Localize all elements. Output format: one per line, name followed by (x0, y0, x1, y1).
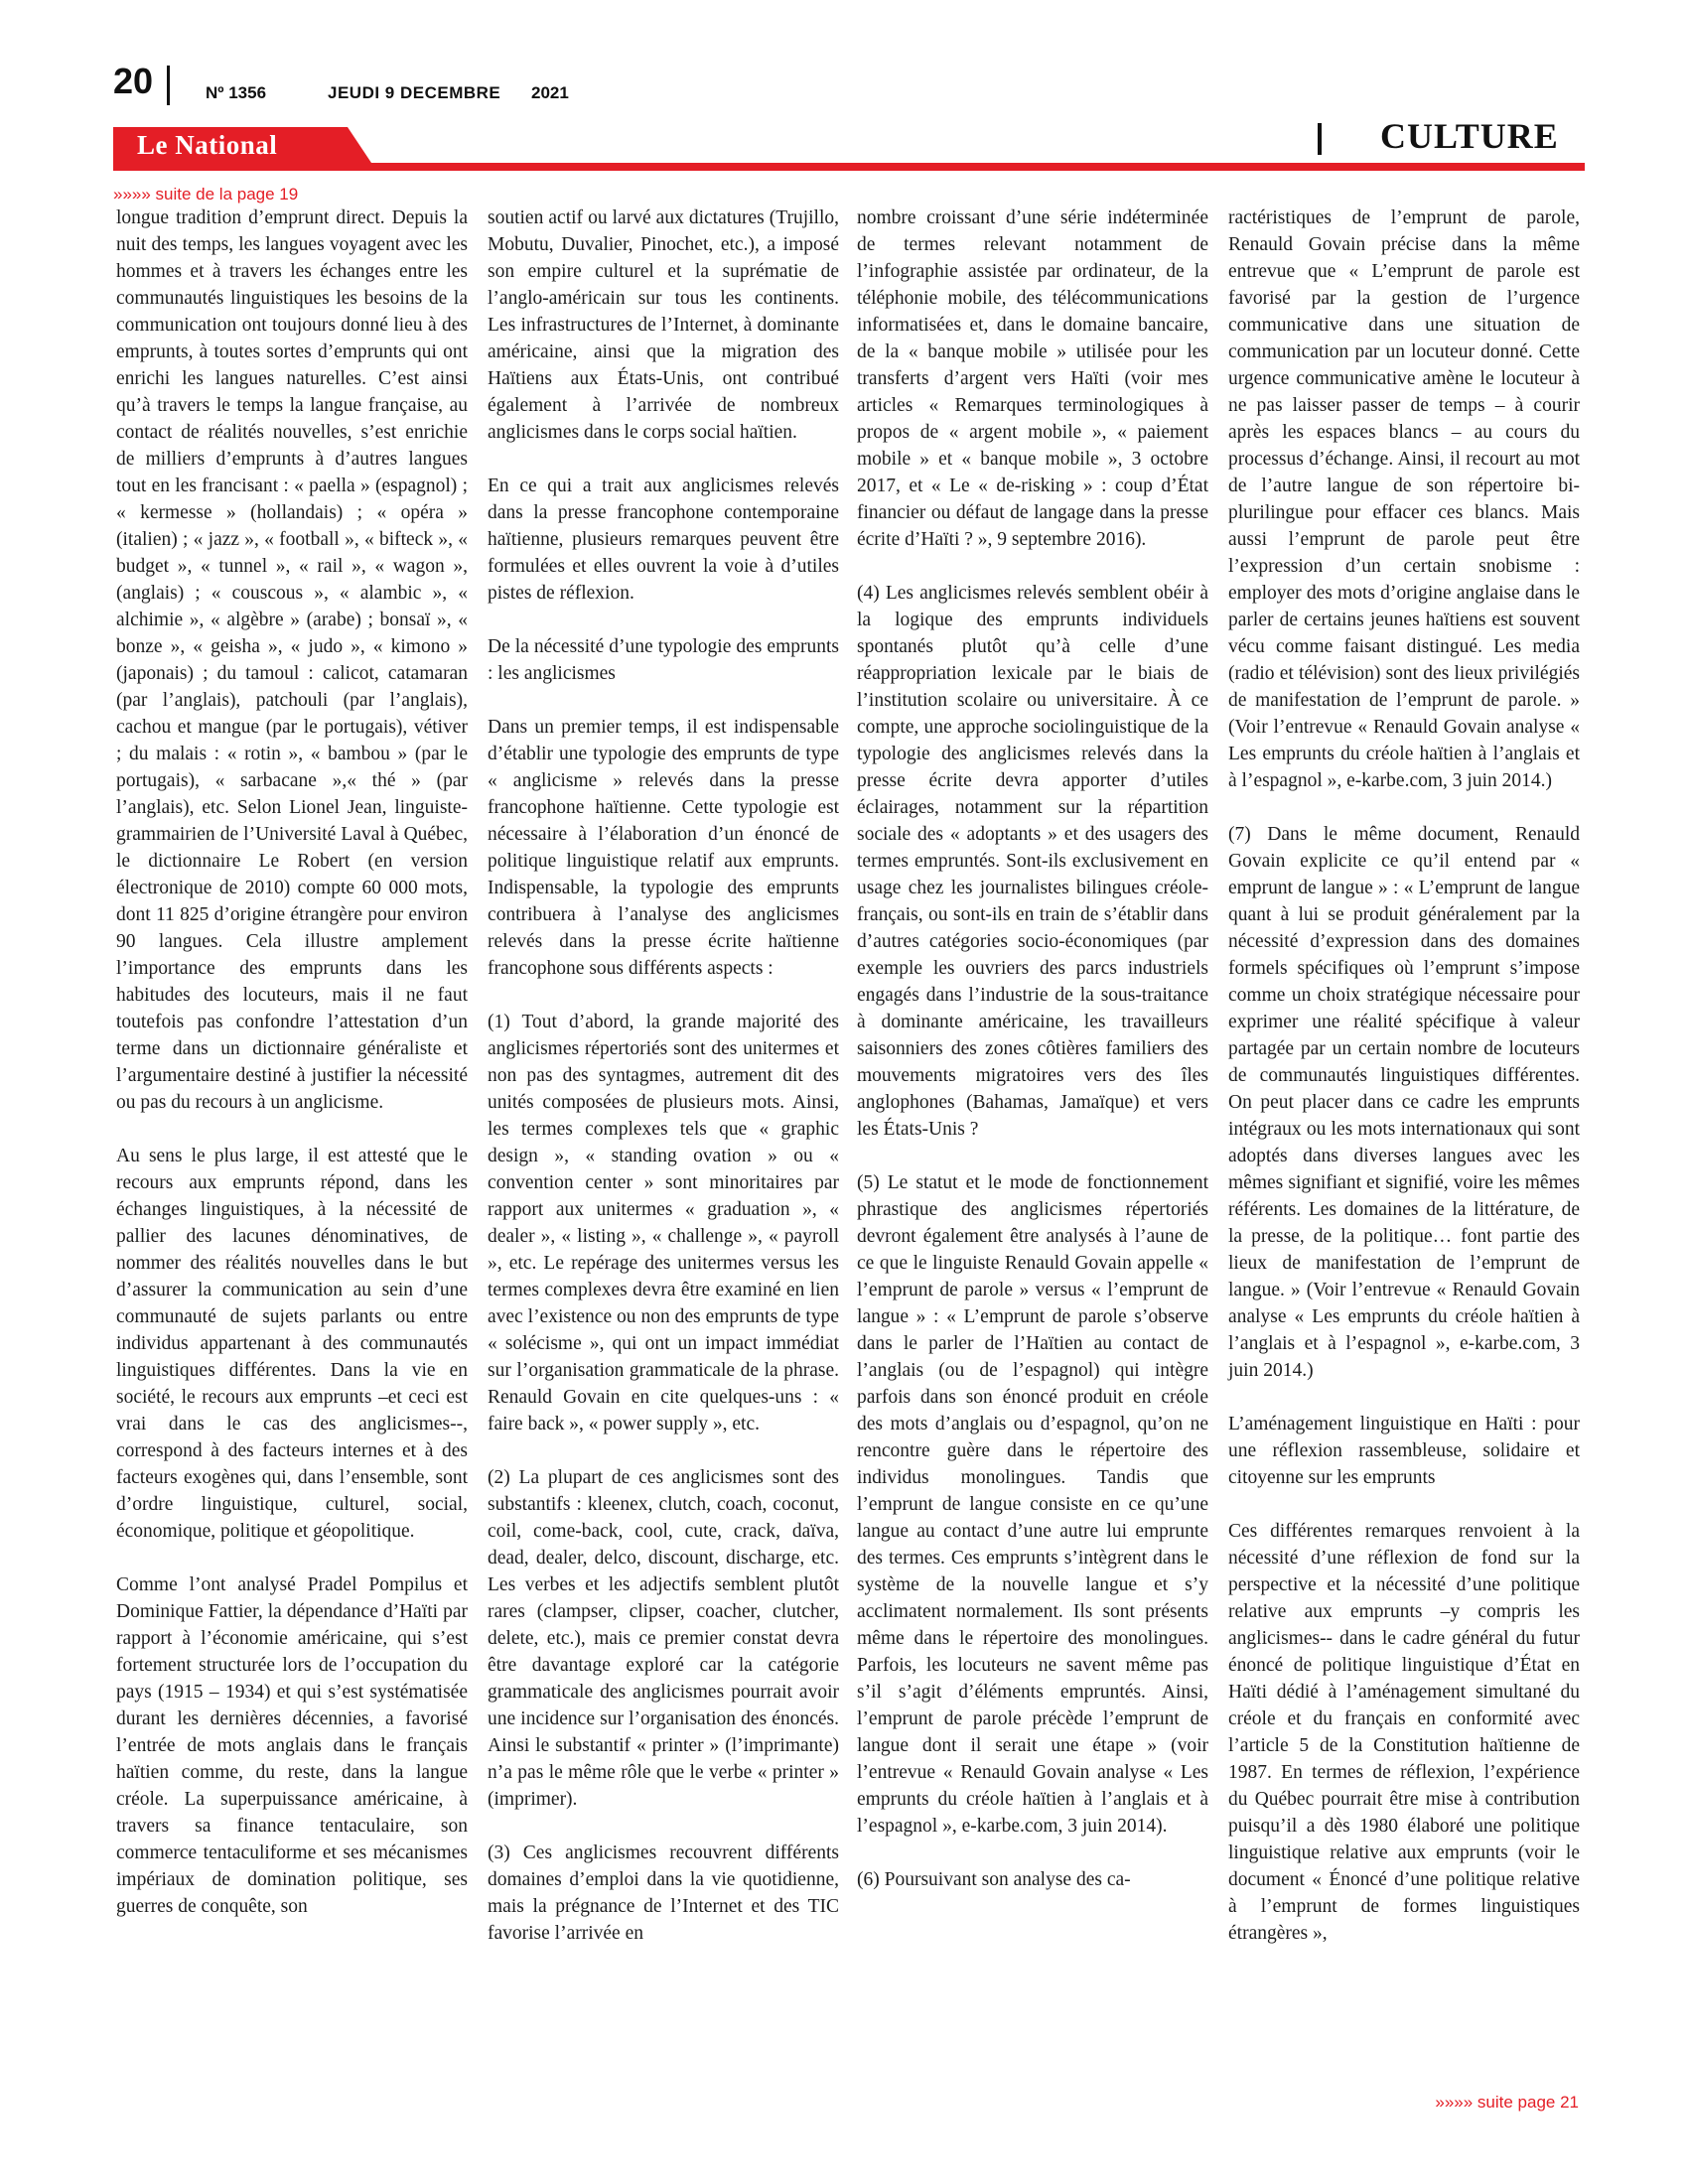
paragraph: Ces différentes remarques renvoient à la nécessité d’une réflexion de fond sur la perspective et la nécessité d’une politique relative aux emprunts –y compris les anglicismes-- dans le cadre général du futur énoncé de politique linguistique d’État en Haïti dédié à l’aménagement simultané du créole et du français en conformité avec l’article 5 de la Constitution haïtienne de 1987. En termes de réflexion, l’expérience du Québec pourrait être mise à contribution puisqu’il a dès 1980 élaboré une politique linguistique relative aux emprunts (voir le document « Énoncé d’une politique relative à l’emprunt de formes linguistiques étrangères », (1228, 1521, 1580, 1944)
paragraph: (7) Dans le même document, Renauld Govain explicite ce qu’il entend par « emprunt de langue » : « L’emprunt de langue quant à lui se produit généralement par la nécessité d’expression dans des domaines formels spécifiques où l’emprunt s’impose comme un choix stratégique nécessaire pour exprimer une réalité spécifique à valeur partagée par un certain nombre de locuteurs de communautés linguistiques différentes. On peut placer dans ce cadre les emprunts intégraux ou les mots internationaux qui sont adoptés dans diverses langues avec les mêmes signifiant et signifié, voire les mêmes référents. Les domaines de la littérature, de la presse, de la politique… font partie des lieux de manifestation de l’emprunt de langue. » (Voir l’entrevue « Renauld Govain analyse « Les emprunts du créole haïtien à l’anglais et à l’espagnol », e-karbe.com, 3 juin 2014.) (1228, 824, 1580, 1381)
continued-to-note: »»»» suite page 21 (1435, 2093, 1579, 2112)
paragraph: nombre croissant d’une série indéterminée de termes relevant notamment de l’infographie assistée par ordinateur, de la téléphonie mobile, des télécommunications informatisées et, dans le domaine bancaire, de la « banque mobile » utilisée pour les transferts d’argent vers Haïti (voir mes articles « Remarques terminologiques à propos de « argent mobile », « paiement mobile » et « banque mobile », 3 octobre 2017, et « Le « de-risking » : coup d’État financier ou défaut de langage dans la presse écrite d’Haïti ? », 9 septembre 2016). (857, 207, 1208, 550)
paragraph: Comme l’ont analysé Pradel Pompilus et Dominique Fattier, la dépendance d’Haïti par rapport à l’économie américaine, qui s’est fortement structurée lors de l’occupation du pays (1915 – 1934) et qui s’est systématisée durant les dernières décennies, a favorisé l’entrée de mots anglais dans le français haïtien comme, du reste, dans la langue créole. La superpuissance américaine, à travers sa finance tentaculaire, son commerce tentaculiforme et ses mécanismes impériaux de domination politique, ses guerres de conquête, son (116, 1574, 468, 1917)
article-column-3 (857, 205, 1208, 1893)
paragraph: (4) Les anglicismes relevés semblent obéir à la logique des emprunts individuels spontanés plutôt qu’à celle d’une réappropriation lexicale par le biais de l’institution scolaire ou universitaire. À ce compte, une approche sociolinguistique de la typologie des anglicismes relevés dans la presse écrite devra apporter d’utiles éclairages, notamment sur la répartition sociale des « adoptants » et des usagers des termes empruntés. Sont-ils exclusivement en usage chez les journalistes bilingues créole-français, ou sont-ils en train de s’établir dans d’autres catégories socio-économiques (par exemple les ouvriers des parcs industriels engagés dans l’industrie de la sous-traitance à dominante américaine, les travailleurs saisonniers des zones côtières familiers des mouvements migratoires vers des îles anglophones (Bahamas, Jamaïque) et vers les États-Unis ? (857, 583, 1208, 1140)
publication-logo: Le National (137, 130, 278, 160)
subheading: L’aménagement linguistique en Haïti : pour une réflexion rassembleuse, solidaire et citoyenne sur les emprunts (1228, 1414, 1580, 1488)
paragraph: (3) Ces anglicismes recouvrent différents domaines d’emploi dans la vie quotidienne, mais la prégnance de l’Internet et des TIC favorise l’arrivée en (488, 1843, 839, 1944)
issue-year: 2021 (531, 83, 569, 102)
paragraph: Dans un premier temps, il est indispensable d’établir une typologie des emprunts de type « anglicisme » relevés dans la presse francophone haïtienne. Cette typologie est nécessaire à l’élaboration d’un énoncé de politique linguistique relatif aux emprunts. Indispensable, la typologie des emprunts contribuera à l’analyse des anglicismes relevés dans la presse écrite haïtienne francophone sous différents aspects : (488, 717, 839, 979)
paragraph: ractéristiques de l’emprunt de parole, Renauld Govain précise dans la même entrevue que « L’emprunt de parole est favorisé par la gestion de l’urgence communicative dans une situation de communication par un locuteur donné. Cette urgence communicative amène le locuteur à ne pas laisser passer de temps – à courir après les espaces blancs – au cours du processus d’échange. Ainsi, il recourt au mot de l’autre langue de son répertoire bi-plurilingue pour effacer ces blancs. Mais aussi l’emprunt de parole peut être l’expression d’un certain snobisme : employer des mots d’origine anglaise dans le parler de certains jeunes haïtiens est souvent vécu comme faisant distingué. Les media (radio et télévision) sont des lieux privilégiés de manifestation de l’emprunt de parole. » (Voir l’entrevue « Renauld Govain analyse « Les emprunts du créole haïtien à l’anglais et à l’espagnol », e-karbe.com, 3 juin 2014.) (1228, 207, 1580, 791)
paragraph: Au sens le plus large, il est attesté que le recours aux emprunts répond, dans les échanges linguistiques, à la nécessité de pallier des lacunes dénominatives, de nommer des réalités nouvelles dans le but d’assurer la communication au sein d’une communauté de sujets parlants ou entre individus appartenant à des communautés linguistiques différentes. Dans la vie en société, le recours aux emprunts –et ceci est vrai dans le cas des anglicismes--, correspond à des facteurs internes et à des facteurs exogènes qui, dans l’ensemble, sont d’ordre linguistique, culturel, social, économique, politique et géopolitique. (116, 1146, 468, 1542)
continued-from-note: »»»» suite de la page 19 (113, 185, 299, 204)
header-rule (113, 163, 1585, 171)
section-title: CULTURE (1380, 116, 1559, 156)
section-divider (1318, 123, 1322, 155)
issue-number: Nº 1356 (206, 83, 267, 102)
paragraph: En ce qui a trait aux anglicismes relevés dans la presse francophone contemporaine haïtienne, plusieurs remarques peuvent être formulées et elles ouvrent la voie à d’utiles pistes de réflexion. (488, 476, 839, 604)
paragraph: (2) La plupart de ces anglicismes sont des substantifs : kleenex, clutch, coach, coconut, coil, come-back, cool, cute, crack, daïva, dead, dealer, delco, discount, discharge, etc. Les verbes et les adjectifs semblent plutôt rares (clampser, clipser, coacher, clutcher, delete, etc.), mais ce premier constat devra être davantage exploré car la catégorie grammaticale des anglicismes pourrait avoir une incidence sur l’organisation des énoncés. Ainsi le substantif « printer » (l’imprimante) n’a pas le même rôle que le verbe « printer » (imprimer). (488, 1467, 839, 1810)
page-number: 20 (113, 61, 154, 101)
article-column-1 (116, 205, 468, 1920)
paragraph: longue tradition d’emprunt direct. Depuis la nuit des temps, les langues voyagent avec les hommes et à travers les échanges entre les communautés linguistiques les besoins de la communication ont toujours donné lieu à des emprunts, à toutes sortes d’emprunts qui ont enrichi les langues naturelles. C’est ainsi qu’à travers le temps la langue française, au contact de réalités nouvelles, s’est enrichie de milliers d’emprunts à d’autres langues tout en les francisant : « paella » (espagnol) ; « kermesse » (hollandais) ; « opéra » (italien) ; « jazz », « football », « bifteck », « budget », « tunnel », « rail », « wagon », (anglais) ; « couscous », « alambic », « alchimie », « algèbre » (arabe) ; bonsaï », « bonze », « geisha », « judo », « kimono » (japonais) ; du tamoul : calicot, catamaran (par l’anglais), patchouli (par l’anglais), cachou et mangue (par le portugais), vétiver ; du malais : « rotin », « bambou » (par le portugais), « sarbacane »,« thé » (par l’anglais), etc. Selon Lionel Jean, linguiste-grammairien de l’Université Laval à Québec, le dictionnaire Le Robert (en version électronique de 2010) compte 60 000 mots, dont 11 825 d’origine étrangère pour environ 90 langues. Cela illustre amplement l’importance des emprunts dans les habitudes des locuteurs, mais il ne faut toutefois pas confondre l’attestation d’un terme dans un dictionnaire généraliste et l’argumentaire destiné à justifier la nécessité ou pas du recours à un anglicisme. (116, 207, 468, 1113)
subheading: De la nécessité d’une typologie des emprunts : les anglicismes (488, 636, 839, 684)
paragraph: soutien actif ou larvé aux dictatures (Trujillo, Mobutu, Duvalier, Pinochet, etc.), a imposé son empire culturel et la suprématie de l’anglo-américain sur tous les continents. Les infrastructures de l’Internet, à dominante américaine, ainsi que la migration des Haïtiens aux États-Unis, ont contribué également à l’arrivée de nombreux anglicismes dans le corps social haïtien. (488, 207, 839, 443)
page-number-divider (167, 66, 170, 105)
article-column-4 (1228, 205, 1580, 1947)
paragraph: (5) Le statut et le mode de fonctionnement phrastique des anglicismes répertoriés devront également être analysés à l’aune de ce que le linguiste Renauld Govain appelle « l’emprunt de parole » versus « l’emprunt de langue » : « L’emprunt de parole s’observe dans le parler de l’Haïtien au contact de l’anglais (ou de l’espagnol) qui intègre parfois dans son énoncé produit en créole des mots d’anglais ou d’espagnol, qu’on ne rencontre guère dans le répertoire des individus monolingues. Tandis que l’emprunt de langue consiste en ce qu’une langue au contact d’une autre lui emprunte des termes. Ces emprunts s’intègrent dans le système de la nouvelle langue et s’y acclimatent normalement. Ils sont présents même dans le répertoire des monolingues. Parfois, les locuteurs ne savent même pas s’il s’agit d’éléments empruntés. Ainsi, l’emprunt de parole précède l’emprunt de langue dont il serait une étape » (voir l’entrevue « Renauld Govain analyse « Les emprunts du créole haïtien à l’anglais et à l’espagnol », e-karbe.com, 3 juin 2014). (857, 1172, 1208, 1837)
paragraph: (6) Poursuivant son analyse des ca- (857, 1869, 1131, 1890)
paragraph: (1) Tout d’abord, la grande majorité des anglicismes répertoriés sont des unitermes et non pas des syntagmes, autrement dit des unités composées de plusieurs mots. Ainsi, les termes complexes tels que « graphic design », « standing ovation » ou « convention center » sont minoritaires par rapport aux unitermes « graduation », « dealer », « listing », « challenge », « payroll », etc. Le repérage des unitermes versus les termes complexes devra être examiné en lien avec l’existence ou non des emprunts de type « solécisme », qui ont un impact immédiat sur l’organisation grammaticale de la phrase. Renauld Govain en cite quelques-uns : « faire back », « power supply », etc. (488, 1012, 839, 1434)
issue-date: JEUDI 9 DECEMBRE (328, 83, 501, 102)
article-column-2 (488, 205, 839, 1947)
